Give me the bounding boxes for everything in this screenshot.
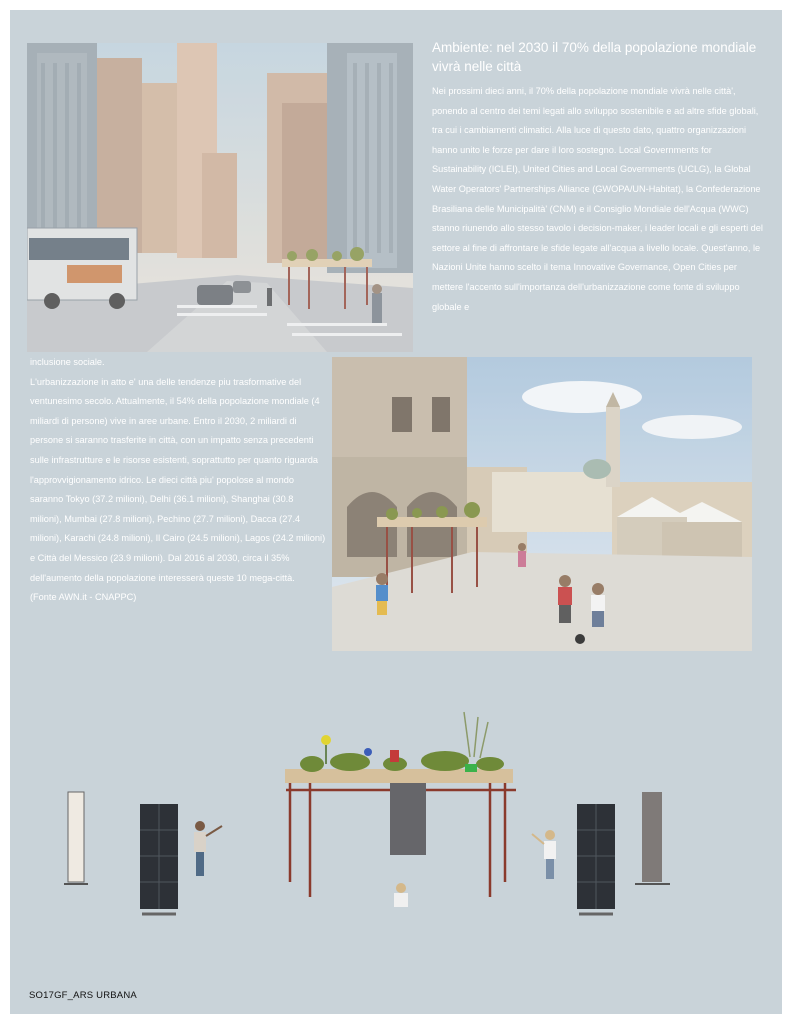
piazza-photo [332, 357, 752, 651]
article-body [30, 353, 326, 608]
article-title: Ambiente: nel 2030 il 70% della popolazione mondiale vivrà nelle città [432, 40, 757, 74]
city-street-photo [27, 43, 413, 352]
pavilion-render [50, 692, 690, 932]
poster-sheet [10, 10, 782, 1014]
urbanization-paragraph: L'urbanizzazione in atto e' una delle tendenze piu trasformative del ventunesimo secolo. Attualmente, il 54% della popolazione mondiale (4 miliardi di persone) vive in aree urbane. Entro il 2030, 2 miliardi di persone si saranno trasferite in città, con un impatto senza precedenti sulle infrastrutture e le risorse esistenti, soprattutto per quanto riguarda l'approvvigionamento idrico. Le dieci città piu' popolose al mondo saranno Tokyo (37.2 milioni), Delhi (36.1 milioni), Shanghai (30.8 milioni), Mumbai (27.8 milioni), Pechino (27.7 milioni), Dacca (27.4 milioni), Karachi (24.8 milioni), Il Cairo (24.5 milioni), Lagos (24.2 milioni) e Città del Messico (23.9 milioni). Dal 2016 al 2030, circa il 35% dell'aumento della popolazione interesserà queste 10 mega-città. [30, 376, 326, 583]
intro-continuation: inclusione sociale. [30, 357, 105, 367]
source-credit: (Fonte AWN.it - CNAPPC) [30, 592, 137, 603]
article-intro: Nei prossimi dieci anni, il 70% della popolazione mondiale vivrà nelle città', ponendo al centro dei temi legati allo sviluppo sostenibile e ad altre sfide globali, tra cui i cambiamenti climatici. Alla luce di questo dato, quattro organizzazioni hanno unito le forze per dare il loro sostegno. Local Governments for Sustainability (ICLEI), United Cities and Local Governments (UCLG), la Global Water Operators' Partnerships Alliance (GWOPA/UN-Habitat), la Confederazione Brasiliana delle Municipalità' (CNM) e il Consiglio Mondiale dell'Acqua (WWC) stanno riunendo allo stesso tavolo i decision-maker, i leader locali e gli esperti del settore al fine di affrontare le sfide legate all'acqua a livello locale. Quest'anno, le Nazioni Unite hanno scelto il tema Innovative Governance, Open Cities per mettere l'accento sull'importanza dell'urbanizzazione come fonte di sviluppo globale e [432, 86, 763, 312]
project-code: SO17GF_ARS URBANA [29, 990, 137, 1001]
